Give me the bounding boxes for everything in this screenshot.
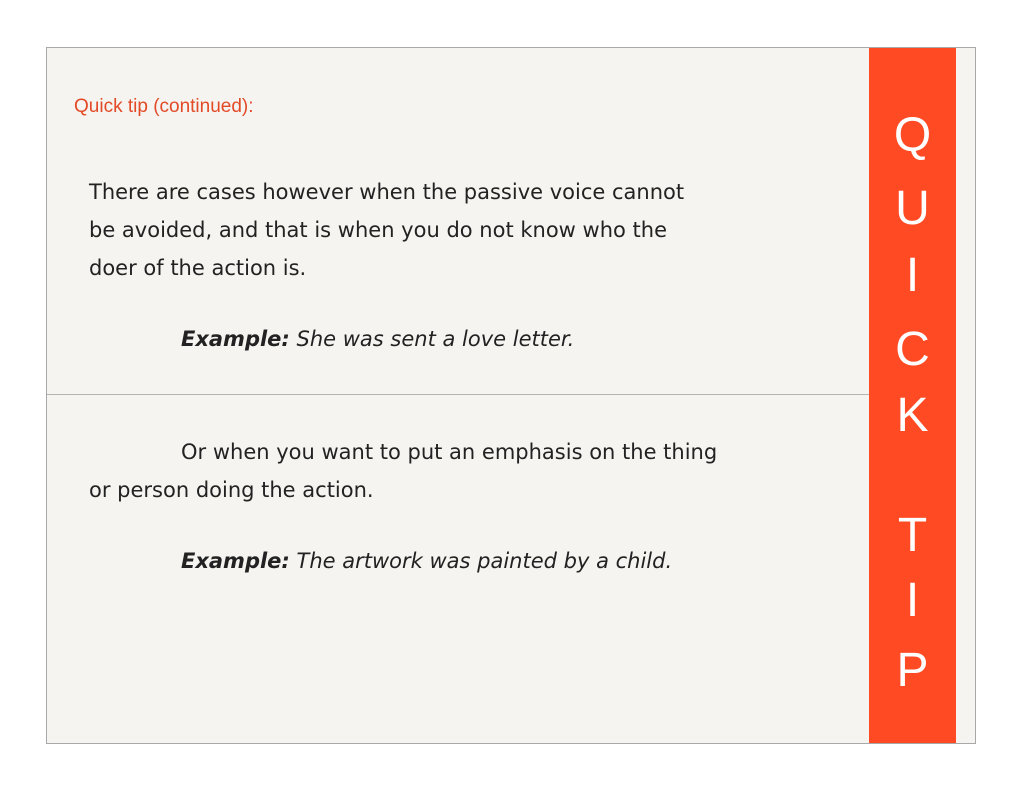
example-1-label: Example: xyxy=(181,327,290,351)
example-2-label: Example: xyxy=(181,549,290,573)
sidebar-letter-i-2: I xyxy=(905,574,920,627)
sidebar-letter-q: Q xyxy=(893,109,932,162)
example-2-text: The artwork was painted by a child. xyxy=(296,549,673,573)
sidebar-letter-t: T xyxy=(897,509,928,562)
sidebar-letter-c: C xyxy=(895,323,930,376)
example-1-text: She was sent a love letter. xyxy=(296,327,575,351)
sidebar-letter-k: K xyxy=(896,389,929,442)
slide xyxy=(46,47,976,744)
section-divider xyxy=(47,394,869,395)
example-2 xyxy=(181,549,672,573)
sidebar-letter-p: P xyxy=(896,644,929,697)
example-1 xyxy=(181,327,574,351)
paragraph-passive-unknown-doer xyxy=(89,173,684,287)
slide-heading: Quick tip (continued): xyxy=(74,96,254,117)
paragraph2-line-1: Or when you want to put an emphasis on the thing xyxy=(181,440,718,464)
sidebar-letter-i: I xyxy=(905,249,920,302)
paragraph1-line-3: doer of the action is. xyxy=(89,256,307,280)
paragraph-emphasis xyxy=(89,433,717,509)
sidebar-letter-u: U xyxy=(895,182,930,235)
paragraph2-line-2: or person doing the action. xyxy=(89,478,374,502)
paragraph1-line-2: be avoided, and that is when you do not know who the xyxy=(89,218,668,242)
quick-tip-sidebar xyxy=(869,47,956,744)
paragraph1-line-1: There are cases however when the passive voice cannot xyxy=(89,180,685,204)
